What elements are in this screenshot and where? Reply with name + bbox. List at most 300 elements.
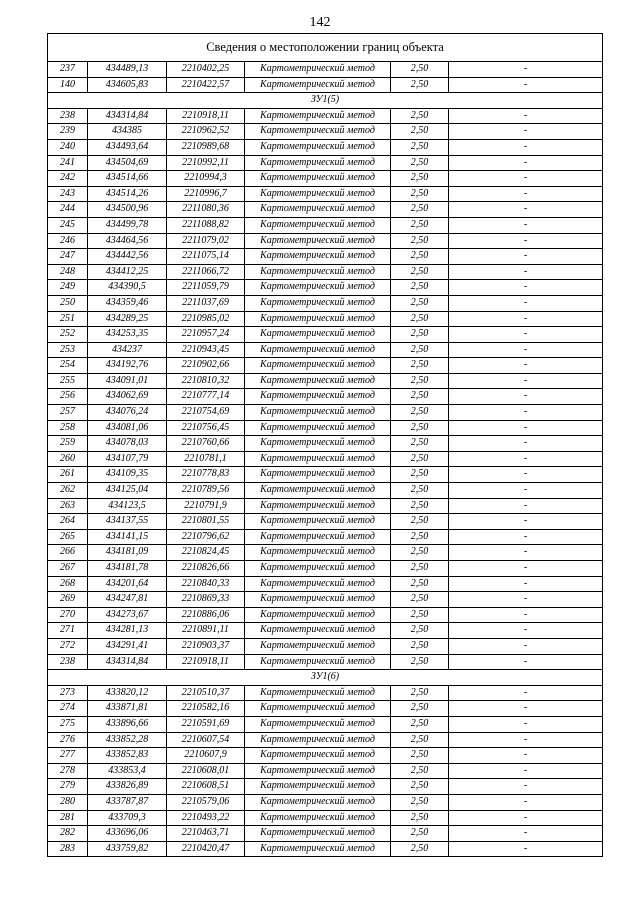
method-cell: Картометрический метод [245,826,391,842]
point-number-cell: 276 [48,732,88,748]
point-number-cell: 257 [48,405,88,421]
description-cell: - [449,389,603,405]
table-row [48,498,603,514]
x-coordinate-cell: 434237 [88,342,167,358]
point-number-cell: 245 [48,217,88,233]
point-number-cell: 272 [48,638,88,654]
y-coordinate-cell: 2210777,14 [167,389,245,405]
y-coordinate-cell: 2210608,01 [167,763,245,779]
x-coordinate-cell: 434281,13 [88,623,167,639]
precision-cell: 2,50 [391,794,449,810]
y-coordinate-cell: 2210902,66 [167,358,245,374]
x-coordinate-cell: 434137,55 [88,514,167,530]
description-cell: - [449,810,603,826]
description-cell: - [449,779,603,795]
method-cell: Картометрический метод [245,451,391,467]
point-number-cell: 242 [48,171,88,187]
table-row [48,358,603,374]
point-number-cell: 277 [48,748,88,764]
x-coordinate-cell: 434605,83 [88,77,167,93]
table-row [48,108,603,124]
precision-cell: 2,50 [391,405,449,421]
table-row [48,373,603,389]
x-coordinate-cell: 433853,4 [88,763,167,779]
table-row [48,716,603,732]
method-cell: Картометрический метод [245,607,391,623]
x-coordinate-cell: 434253,35 [88,327,167,343]
method-cell: Картометрический метод [245,514,391,530]
point-number-cell: 249 [48,280,88,296]
y-coordinate-cell: 2210579,06 [167,794,245,810]
y-coordinate-cell: 2210463,71 [167,826,245,842]
precision-cell: 2,50 [391,545,449,561]
method-cell: Картометрический метод [245,561,391,577]
x-coordinate-cell: 434412,25 [88,264,167,280]
x-coordinate-cell: 433787,87 [88,794,167,810]
point-number-cell: 269 [48,592,88,608]
precision-cell: 2,50 [391,77,449,93]
description-cell: - [449,139,603,155]
precision-cell: 2,50 [391,233,449,249]
point-number-cell: 239 [48,124,88,140]
method-cell: Картометрический метод [245,327,391,343]
description-cell: - [449,420,603,436]
precision-cell: 2,50 [391,561,449,577]
method-cell: Картометрический метод [245,638,391,654]
x-coordinate-cell: 434247,81 [88,592,167,608]
table-row [48,514,603,530]
y-coordinate-cell: 2210891,11 [167,623,245,639]
description-cell: - [449,467,603,483]
method-cell: Картометрический метод [245,62,391,78]
table-row [48,77,603,93]
section-header-row [48,670,603,686]
method-cell: Картометрический метод [245,592,391,608]
precision-cell: 2,50 [391,623,449,639]
y-coordinate-cell: 2210789,56 [167,483,245,499]
precision-cell: 2,50 [391,638,449,654]
description-cell: - [449,576,603,592]
point-number-cell: 238 [48,108,88,124]
method-cell: Картометрический метод [245,77,391,93]
description-cell: - [449,685,603,701]
table-row [48,405,603,421]
point-number-cell: 259 [48,436,88,452]
x-coordinate-cell: 434499,78 [88,217,167,233]
method-cell: Картометрический метод [245,280,391,296]
precision-cell: 2,50 [391,716,449,732]
method-cell: Картометрический метод [245,155,391,171]
precision-cell: 2,50 [391,779,449,795]
precision-cell: 2,50 [391,202,449,218]
method-cell: Картометрический метод [245,716,391,732]
description-cell: - [449,545,603,561]
x-coordinate-cell: 434109,35 [88,467,167,483]
point-number-cell: 266 [48,545,88,561]
description-cell: - [449,280,603,296]
precision-cell: 2,50 [391,389,449,405]
description-cell: - [449,249,603,265]
y-coordinate-cell: 2210869,33 [167,592,245,608]
x-coordinate-cell: 434291,41 [88,638,167,654]
method-cell: Картометрический метод [245,841,391,857]
x-coordinate-cell: 434385 [88,124,167,140]
description-cell: - [449,405,603,421]
method-cell: Картометрический метод [245,217,391,233]
table-row [48,155,603,171]
method-cell: Картометрический метод [245,186,391,202]
description-cell: - [449,763,603,779]
y-coordinate-cell: 2211059,79 [167,280,245,296]
y-coordinate-cell: 2210903,37 [167,638,245,654]
description-cell: - [449,732,603,748]
precision-cell: 2,50 [391,108,449,124]
precision-cell: 2,50 [391,124,449,140]
description-cell: - [449,358,603,374]
method-cell: Картометрический метод [245,763,391,779]
point-number-cell: 265 [48,529,88,545]
method-cell: Картометрический метод [245,233,391,249]
y-coordinate-cell: 2210607,9 [167,748,245,764]
method-cell: Картометрический метод [245,295,391,311]
x-coordinate-cell: 433696,06 [88,826,167,842]
y-coordinate-cell: 2210985,02 [167,311,245,327]
point-number-cell: 246 [48,233,88,249]
table-row [48,249,603,265]
method-cell: Картометрический метод [245,701,391,717]
precision-cell: 2,50 [391,420,449,436]
point-number-cell: 240 [48,139,88,155]
y-coordinate-cell: 2210918,11 [167,654,245,670]
x-coordinate-cell: 434062,69 [88,389,167,405]
y-coordinate-cell: 2211037,69 [167,295,245,311]
y-coordinate-cell: 2210591,69 [167,716,245,732]
method-cell: Картометрический метод [245,108,391,124]
method-cell: Картометрический метод [245,436,391,452]
method-cell: Картометрический метод [245,545,391,561]
point-number-cell: 264 [48,514,88,530]
x-coordinate-cell: 434076,24 [88,405,167,421]
table-row [48,623,603,639]
point-number-cell: 258 [48,420,88,436]
table-row [48,763,603,779]
precision-cell: 2,50 [391,295,449,311]
y-coordinate-cell: 2210826,66 [167,561,245,577]
x-coordinate-cell: 433759,82 [88,841,167,857]
point-number-cell: 253 [48,342,88,358]
description-cell: - [449,264,603,280]
precision-cell: 2,50 [391,529,449,545]
point-number-cell: 241 [48,155,88,171]
x-coordinate-cell: 433709,3 [88,810,167,826]
x-coordinate-cell: 434273,67 [88,607,167,623]
table-row [48,576,603,592]
precision-cell: 2,50 [391,826,449,842]
x-coordinate-cell: 434192,76 [88,358,167,374]
precision-cell: 2,50 [391,264,449,280]
table-row [48,202,603,218]
x-coordinate-cell: 434314,84 [88,654,167,670]
table-row [48,451,603,467]
description-cell: - [449,623,603,639]
table-row [48,327,603,343]
precision-cell: 2,50 [391,280,449,296]
y-coordinate-cell: 2210989,68 [167,139,245,155]
table-row [48,342,603,358]
method-cell: Картометрический метод [245,139,391,155]
method-cell: Картометрический метод [245,405,391,421]
point-number-cell: 278 [48,763,88,779]
description-cell: - [449,295,603,311]
point-number-cell: 271 [48,623,88,639]
y-coordinate-cell: 2210824,45 [167,545,245,561]
table-row [48,545,603,561]
precision-cell: 2,50 [391,483,449,499]
point-number-cell: 243 [48,186,88,202]
description-cell: - [449,826,603,842]
section-header-row [48,93,603,109]
x-coordinate-cell: 434181,09 [88,545,167,561]
description-cell: - [449,514,603,530]
x-coordinate-cell: 434107,79 [88,451,167,467]
method-cell: Картометрический метод [245,264,391,280]
method-cell: Картометрический метод [245,467,391,483]
x-coordinate-cell: 433896,66 [88,716,167,732]
table-row [48,561,603,577]
method-cell: Картометрический метод [245,311,391,327]
table-row [48,62,603,78]
table-row [48,436,603,452]
table-body [48,34,603,857]
y-coordinate-cell: 2210957,24 [167,327,245,343]
precision-cell: 2,50 [391,763,449,779]
table-title: Сведения о местоположении границ объекта [48,34,603,62]
table-row [48,826,603,842]
table-row [48,841,603,857]
description-cell: - [449,342,603,358]
x-coordinate-cell: 434314,84 [88,108,167,124]
table-row [48,139,603,155]
description-cell: - [449,654,603,670]
precision-cell: 2,50 [391,62,449,78]
precision-cell: 2,50 [391,498,449,514]
description-cell: - [449,498,603,514]
precision-cell: 2,50 [391,592,449,608]
table-row [48,311,603,327]
y-coordinate-cell: 2210510,37 [167,685,245,701]
precision-cell: 2,50 [391,514,449,530]
precision-cell: 2,50 [391,654,449,670]
point-number-cell: 274 [48,701,88,717]
description-cell: - [449,373,603,389]
x-coordinate-cell: 434464,56 [88,233,167,249]
point-number-cell: 283 [48,841,88,857]
table-row [48,280,603,296]
description-cell: - [449,171,603,187]
table-row [48,529,603,545]
table-row [48,592,603,608]
table-row [48,124,603,140]
method-cell: Картометрический метод [245,124,391,140]
point-number-cell: 251 [48,311,88,327]
precision-cell: 2,50 [391,373,449,389]
y-coordinate-cell: 2211079,02 [167,233,245,249]
point-number-cell: 238 [48,654,88,670]
table-row [48,654,603,670]
x-coordinate-cell: 433852,28 [88,732,167,748]
table-row [48,467,603,483]
description-cell: - [449,483,603,499]
precision-cell: 2,50 [391,139,449,155]
description-cell: - [449,217,603,233]
section-label: ЗУ1(6) [48,670,603,686]
description-cell: - [449,233,603,249]
y-coordinate-cell: 2210781,1 [167,451,245,467]
description-cell: - [449,841,603,857]
point-number-cell: 250 [48,295,88,311]
point-number-cell: 254 [48,358,88,374]
precision-cell: 2,50 [391,342,449,358]
y-coordinate-cell: 2210760,66 [167,436,245,452]
y-coordinate-cell: 2210791,9 [167,498,245,514]
x-coordinate-cell: 434500,96 [88,202,167,218]
description-cell: - [449,794,603,810]
x-coordinate-cell: 433871,81 [88,701,167,717]
x-coordinate-cell: 433820,12 [88,685,167,701]
y-coordinate-cell: 2210607,54 [167,732,245,748]
method-cell: Картометрический метод [245,249,391,265]
precision-cell: 2,50 [391,311,449,327]
precision-cell: 2,50 [391,327,449,343]
description-cell: - [449,62,603,78]
page-number: 142 [309,15,331,30]
y-coordinate-cell: 2210796,62 [167,529,245,545]
table-row [48,607,603,623]
y-coordinate-cell: 2210756,45 [167,420,245,436]
x-coordinate-cell: 434442,56 [88,249,167,265]
table-row [48,483,603,499]
description-cell: - [449,748,603,764]
method-cell: Картометрический метод [245,358,391,374]
point-number-cell: 262 [48,483,88,499]
point-number-cell: 256 [48,389,88,405]
point-number-cell: 244 [48,202,88,218]
point-number-cell: 247 [48,249,88,265]
x-coordinate-cell: 434181,78 [88,561,167,577]
x-coordinate-cell: 434489,13 [88,62,167,78]
description-cell: - [449,607,603,623]
precision-cell: 2,50 [391,685,449,701]
y-coordinate-cell: 2211088,82 [167,217,245,233]
x-coordinate-cell: 434201,64 [88,576,167,592]
point-number-cell: 255 [48,373,88,389]
table-title-row [48,34,603,62]
y-coordinate-cell: 2210840,33 [167,576,245,592]
point-number-cell: 282 [48,826,88,842]
y-coordinate-cell: 2210778,83 [167,467,245,483]
table-row [48,217,603,233]
precision-cell: 2,50 [391,451,449,467]
y-coordinate-cell: 2210943,45 [167,342,245,358]
x-coordinate-cell: 434514,66 [88,171,167,187]
y-coordinate-cell: 2210992,11 [167,155,245,171]
point-number-cell: 252 [48,327,88,343]
method-cell: Картометрический метод [245,685,391,701]
precision-cell: 2,50 [391,607,449,623]
method-cell: Картометрический метод [245,171,391,187]
method-cell: Картометрический метод [245,810,391,826]
y-coordinate-cell: 2210962,52 [167,124,245,140]
method-cell: Картометрический метод [245,748,391,764]
table-row [48,420,603,436]
x-coordinate-cell: 434504,69 [88,155,167,171]
x-coordinate-cell: 434123,5 [88,498,167,514]
y-coordinate-cell: 2211066,72 [167,264,245,280]
x-coordinate-cell: 434141,15 [88,529,167,545]
y-coordinate-cell: 2210886,06 [167,607,245,623]
precision-cell: 2,50 [391,748,449,764]
method-cell: Картометрический метод [245,420,391,436]
description-cell: - [449,202,603,218]
description-cell: - [449,701,603,717]
description-cell: - [449,108,603,124]
method-cell: Картометрический метод [245,498,391,514]
point-number-cell: 237 [48,62,88,78]
precision-cell: 2,50 [391,841,449,857]
description-cell: - [449,327,603,343]
description-cell: - [449,77,603,93]
precision-cell: 2,50 [391,436,449,452]
method-cell: Картометрический метод [245,732,391,748]
point-number-cell: 267 [48,561,88,577]
y-coordinate-cell: 2210582,16 [167,701,245,717]
point-number-cell: 140 [48,77,88,93]
point-number-cell: 248 [48,264,88,280]
method-cell: Картометрический метод [245,373,391,389]
method-cell: Картометрический метод [245,529,391,545]
description-cell: - [449,186,603,202]
point-number-cell: 279 [48,779,88,795]
x-coordinate-cell: 433852,83 [88,748,167,764]
description-cell: - [449,451,603,467]
table-row [48,186,603,202]
description-cell: - [449,561,603,577]
precision-cell: 2,50 [391,467,449,483]
point-number-cell: 263 [48,498,88,514]
table-row [48,638,603,654]
point-number-cell: 261 [48,467,88,483]
point-number-cell: 280 [48,794,88,810]
point-number-cell: 268 [48,576,88,592]
y-coordinate-cell: 2210996,7 [167,186,245,202]
table-row [48,685,603,701]
table-row [48,810,603,826]
description-cell: - [449,716,603,732]
x-coordinate-cell: 434359,46 [88,295,167,311]
description-cell: - [449,638,603,654]
table-row [48,264,603,280]
method-cell: Картометрический метод [245,389,391,405]
precision-cell: 2,50 [391,155,449,171]
method-cell: Картометрический метод [245,342,391,358]
boundary-coordinates-table [47,33,603,857]
description-cell: - [449,529,603,545]
method-cell: Картометрический метод [245,794,391,810]
precision-cell: 2,50 [391,576,449,592]
x-coordinate-cell: 434081,06 [88,420,167,436]
x-coordinate-cell: 434091,01 [88,373,167,389]
precision-cell: 2,50 [391,186,449,202]
